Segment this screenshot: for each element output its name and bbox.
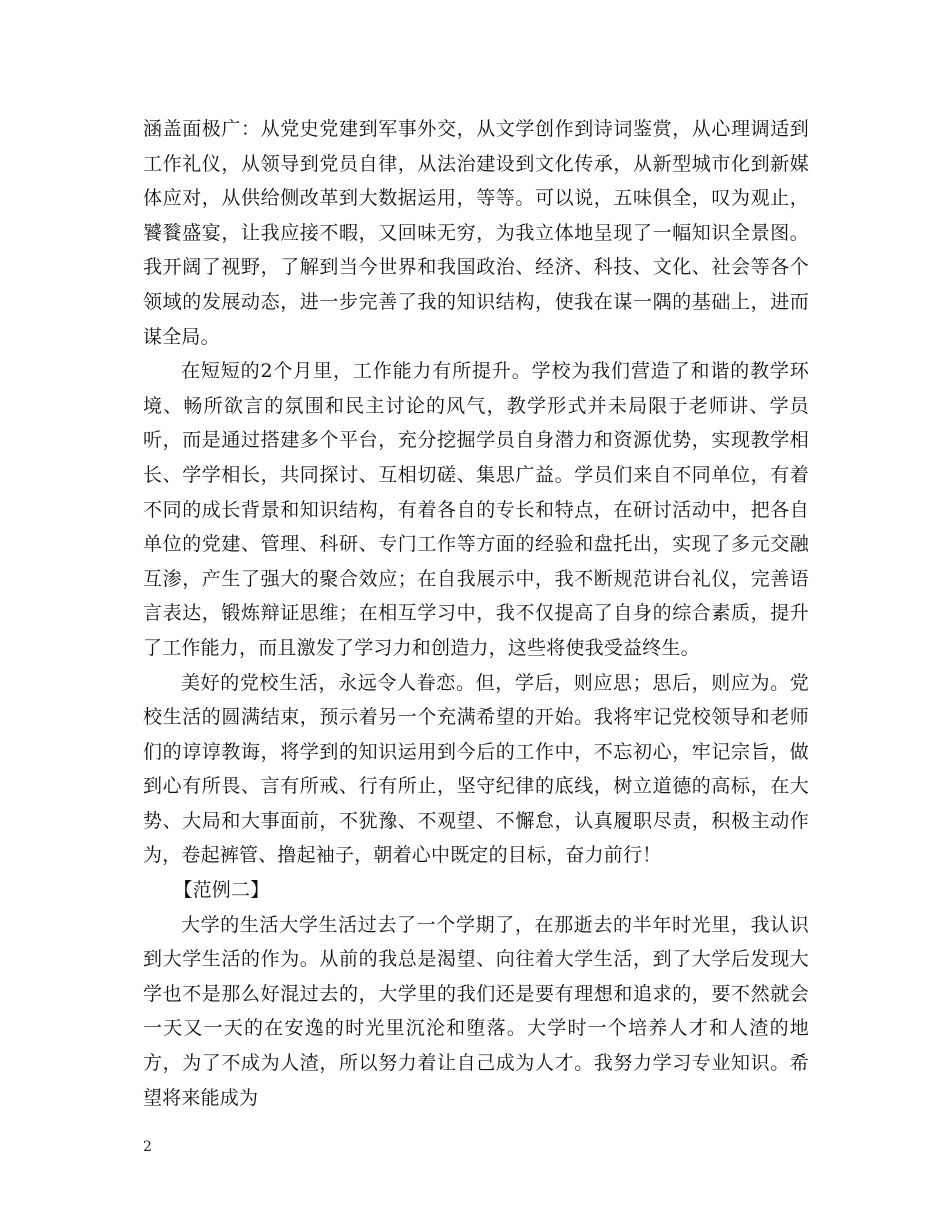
page-number: 2 [143, 1139, 152, 1155]
paragraph-work-ability: 在短短的2个月里，工作能力有所提升。学校为我们营造了和谐的教学环境、畅所欲言的氛围和民主讨论的风气，教学形式并未局限于老师讲、学员听，而是通过搭建多个平台，充分挖掘学员自身潜力和资源优势，实现教学相长、学学相长，共同探讨、互相切磋、集思广益。学员们来自不同单位，有着不同的成长背景和知识结构，有着各自的专长和特点，在研讨活动中，把各自单位的党建、管理、科研、专门工作等方面的经验和盘托出，实现了多元交融互渗，产生了强大的聚合效应；在自我展示中，我不断规范讲台礼仪，完善语言表达，锻炼辩证思维；在相互学习中，我不仅提高了自身的综合素质，提升了工作能力，而且激发了学习力和创造力，这些将使我受益终生。 [143, 360, 809, 659]
section-heading-example-two: 【范例二】 [173, 879, 270, 902]
paragraph-party-school-life: 美好的党校生活，永远令人眷恋。但，学后，则应思；思后，则应为。党校生活的圆满结束，预示着另一个充满希望的开始。我将牢记党校领导和老师们的谆谆教诲，将学到的知识运用到今后的工作中，不忘初心，牢记宗旨，做到心有所畏、言有所戒、行有所止，坚守纪律的底线，树立道德的高标，在大势、大局和大事面前，不犹豫、不观望、不懈怠，认真履职尽责，积极主动作为，卷起裤管、撸起袖子，朝着心中既定的目标，奋力前行！ [143, 671, 809, 867]
document-body [143, 112, 809, 1115]
paragraph-university-life: 大学的生活大学生活过去了一个学期了，在那逝去的半年时光里，我认识到大学生活的作为。从前的我总是渴望、向往着大学生活，到了大学后发现大学也不是那么好混过去的，大学里的我们还是要有理想和追求的，要不然就会一天又一天的在安逸的时光里沉沦和堕落。大学时一个培养人才和人渣的地方，为了不成为人渣，所以努力着让自己成为人才。我努力学习专业知识。希望将来能成为 [143, 913, 809, 1109]
paragraph-continuation: 涵盖面极广：从党史党建到军事外交，从文学创作到诗词鉴赏，从心理调适到工作礼仪，从领导到党员自律，从法治建设到文化传承，从新型城市化到新媒体应对，从供给侧改革到大数据运用，等等。可以说，五味俱全，叹为观止，饕餮盛宴，让我应接不暇，又回味无穷，为我立体地呈现了一幅知识全景图。我开阔了视野，了解到当今世界和我国政治、经济、科技、文化、社会等各个领域的发展动态，进一步完善了我的知识结构，使我在谋一隅的基础上，进而谋全局。 [143, 118, 809, 348]
